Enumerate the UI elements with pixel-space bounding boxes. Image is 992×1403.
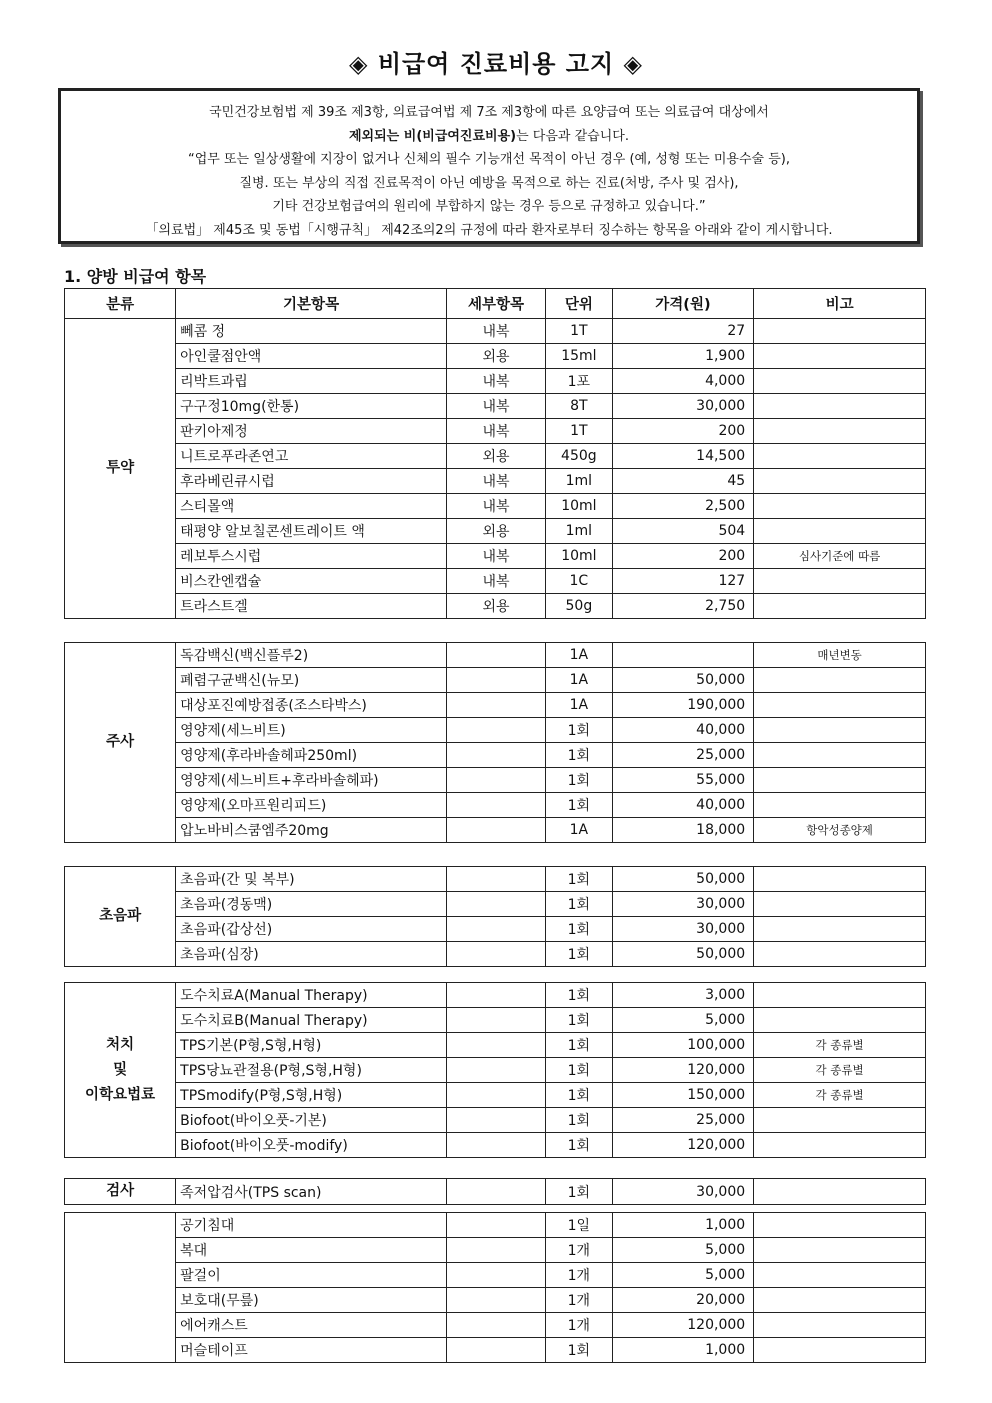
page-title: ◈ 비급여 진료비용 고지 ◈ (349, 50, 643, 78)
unit-cell: 450g (546, 444, 613, 469)
detail-cell (446, 743, 545, 768)
unit-cell: 1회 (546, 867, 613, 892)
price-cell: 200 (612, 419, 753, 444)
detail-cell: 내복 (446, 319, 545, 344)
price-cell: 30,000 (612, 394, 753, 419)
item-name-cell: 보호대(무릎) (176, 1288, 447, 1313)
item-name-cell: 압노바비스쿰엠주20mg (176, 818, 447, 843)
table-header-row (65, 289, 926, 319)
table-row (65, 818, 926, 843)
table-row (65, 942, 926, 967)
detail-cell: 외용 (446, 594, 545, 619)
unit-cell: 1회 (546, 718, 613, 743)
price-cell: 120,000 (612, 1058, 753, 1083)
remark-cell (754, 892, 926, 917)
detail-cell (446, 1108, 545, 1133)
remark-cell (754, 1179, 926, 1205)
item-name-cell: 머슬테이프 (176, 1338, 447, 1363)
table-row (65, 1213, 926, 1238)
item-name-cell: 독감백신(백신플루2) (176, 643, 447, 668)
price-cell: 45 (612, 469, 753, 494)
remark-cell (754, 1133, 926, 1158)
item-name-cell: 도수치료A(Manual Therapy) (176, 983, 447, 1008)
table-row (65, 718, 926, 743)
item-name-cell: 비스칸엔캡슐 (176, 569, 447, 594)
item-name-cell: Biofoot(바이오풋-기본) (176, 1108, 447, 1133)
detail-cell (446, 1083, 545, 1108)
detail-cell: 내복 (446, 394, 545, 419)
detail-cell (446, 1213, 545, 1238)
price-cell: 4,000 (612, 369, 753, 394)
price-cell: 3,000 (612, 983, 753, 1008)
table-row (65, 1058, 926, 1083)
price-cell: 504 (612, 519, 753, 544)
unit-cell: 1회 (546, 1108, 613, 1133)
table-row (65, 1288, 926, 1313)
price-cell: 120,000 (612, 1313, 753, 1338)
item-name-cell: TPS당뇨관절용(P형,S형,H형) (176, 1058, 447, 1083)
unit-cell: 15ml (546, 344, 613, 369)
price-cell: 50,000 (612, 867, 753, 892)
table-row (65, 1179, 926, 1205)
detail-cell (446, 983, 545, 1008)
category-cell (65, 1213, 176, 1363)
remark-cell: 각 종류별 (754, 1033, 926, 1058)
price-cell: 5,000 (612, 1008, 753, 1033)
remark-cell (754, 1288, 926, 1313)
detail-cell (446, 768, 545, 793)
table-row (65, 892, 926, 917)
price-cell: 40,000 (612, 793, 753, 818)
unit-cell: 1개 (546, 1263, 613, 1288)
category-cell: 처치 및 이학요법료 (65, 983, 176, 1158)
remark-cell (754, 668, 926, 693)
remark-cell (754, 693, 926, 718)
notice-line-2 (61, 125, 917, 149)
remark-cell (754, 1238, 926, 1263)
item-name-cell: 트라스트겔 (176, 594, 447, 619)
item-name-cell: TPS기본(P형,S형,H형) (176, 1033, 447, 1058)
remark-cell (754, 793, 926, 818)
detail-cell (446, 917, 545, 942)
column-header: 기본항목 (176, 289, 447, 319)
detail-cell (446, 1238, 545, 1263)
detail-cell (446, 643, 545, 668)
price-cell: 40,000 (612, 718, 753, 743)
item-name-cell: 후라베린큐시럽 (176, 469, 447, 494)
remark-cell (754, 419, 926, 444)
unit-cell: 1A (546, 643, 613, 668)
price-cell: 127 (612, 569, 753, 594)
table-row (65, 419, 926, 444)
unit-cell: 1T (546, 419, 613, 444)
detail-cell (446, 693, 545, 718)
unit-cell: 1포 (546, 369, 613, 394)
table-row (65, 1008, 926, 1033)
fee-table-group (64, 982, 926, 1158)
remark-cell (754, 983, 926, 1008)
price-cell: 120,000 (612, 1133, 753, 1158)
table-row (65, 369, 926, 394)
table-row (65, 469, 926, 494)
table-row (65, 1338, 926, 1363)
item-name-cell: 영양제(오마프원리피드) (176, 793, 447, 818)
column-header: 비고 (754, 289, 926, 319)
table-row (65, 867, 926, 892)
table-row (65, 594, 926, 619)
detail-cell: 내복 (446, 469, 545, 494)
item-name-cell: 복대 (176, 1238, 447, 1263)
item-name-cell: 족저압검사(TPS scan) (176, 1179, 447, 1205)
column-header: 분류 (65, 289, 176, 319)
unit-cell: 1회 (546, 983, 613, 1008)
table-row (65, 668, 926, 693)
unit-cell: 1회 (546, 1338, 613, 1363)
column-header: 단위 (546, 289, 613, 319)
detail-cell: 외용 (446, 344, 545, 369)
fee-table-group (64, 1178, 926, 1205)
unit-cell: 1C (546, 569, 613, 594)
detail-cell (446, 1263, 545, 1288)
detail-cell: 내복 (446, 369, 545, 394)
unit-cell: 1회 (546, 1083, 613, 1108)
detail-cell (446, 718, 545, 743)
remark-cell: 항악성종양제 (754, 818, 926, 843)
unit-cell: 1개 (546, 1238, 613, 1263)
table-row (65, 1238, 926, 1263)
detail-cell (446, 892, 545, 917)
unit-cell: 1ml (546, 469, 613, 494)
table-row (65, 1108, 926, 1133)
category-cell: 초음파 (65, 867, 176, 967)
notice-box (58, 88, 920, 244)
table-row (65, 743, 926, 768)
remark-cell (754, 344, 926, 369)
detail-cell (446, 1338, 545, 1363)
price-cell: 1,000 (612, 1338, 753, 1363)
unit-cell: 1회 (546, 1008, 613, 1033)
price-cell: 2,750 (612, 594, 753, 619)
remark-cell: 매년변동 (754, 643, 926, 668)
detail-cell (446, 1179, 545, 1205)
table-row (65, 1313, 926, 1338)
remark-cell (754, 1313, 926, 1338)
table-row (65, 768, 926, 793)
remark-cell (754, 1108, 926, 1133)
detail-cell (446, 1058, 545, 1083)
item-name-cell: 스티몰액 (176, 494, 447, 519)
remark-cell (754, 394, 926, 419)
price-cell: 25,000 (612, 743, 753, 768)
unit-cell: 50g (546, 594, 613, 619)
unit-cell: 8T (546, 394, 613, 419)
remark-cell (754, 1213, 926, 1238)
detail-cell: 외용 (446, 444, 545, 469)
price-cell: 27 (612, 319, 753, 344)
table-row (65, 1133, 926, 1158)
remark-cell (754, 1263, 926, 1288)
item-name-cell: 대상포진예방접종(조스타박스) (176, 693, 447, 718)
item-name-cell: 아인쿨점안액 (176, 344, 447, 369)
remark-cell (754, 319, 926, 344)
item-name-cell: 도수치료B(Manual Therapy) (176, 1008, 447, 1033)
unit-cell: 1개 (546, 1288, 613, 1313)
column-header: 세부항목 (446, 289, 545, 319)
unit-cell: 1A (546, 818, 613, 843)
remark-cell (754, 917, 926, 942)
price-cell: 30,000 (612, 892, 753, 917)
fee-table-group (64, 288, 926, 619)
detail-cell: 내복 (446, 494, 545, 519)
item-name-cell: 초음파(간 및 복부) (176, 867, 447, 892)
price-cell: 50,000 (612, 942, 753, 967)
unit-cell: 1회 (546, 793, 613, 818)
item-name-cell: 에어캐스트 (176, 1313, 447, 1338)
detail-cell (446, 818, 545, 843)
item-name-cell: TPSmodify(P형,S형,H형) (176, 1083, 447, 1108)
price-cell: 5,000 (612, 1263, 753, 1288)
item-name-cell: 공기침대 (176, 1213, 447, 1238)
notice-line-3: “업무 또는 일상생활에 지장이 없거나 신체의 필수 기능개선 목적이 아닌 경우 (예, 성형 또는 미용수술 등), (187, 152, 790, 167)
remark-cell (754, 569, 926, 594)
notice-line-5: 기타 건강보험급여의 원리에 부합하지 않는 경우 등으로 규정하고 있습니다.” (272, 199, 706, 214)
detail-cell (446, 1313, 545, 1338)
unit-cell: 1회 (546, 1058, 613, 1083)
price-cell: 2,500 (612, 494, 753, 519)
price-cell: 20,000 (612, 1288, 753, 1313)
price-cell (612, 643, 753, 668)
remark-cell (754, 369, 926, 394)
item-name-cell: 레보투스시럽 (176, 544, 447, 569)
detail-cell (446, 942, 545, 967)
detail-cell (446, 1133, 545, 1158)
remark-cell: 심사기준에 따름 (754, 544, 926, 569)
remark-cell (754, 942, 926, 967)
detail-cell (446, 1033, 545, 1058)
price-cell: 14,500 (612, 444, 753, 469)
category-cell: 투약 (65, 319, 176, 619)
price-cell: 100,000 (612, 1033, 753, 1058)
price-cell: 25,000 (612, 1108, 753, 1133)
remark-cell (754, 594, 926, 619)
item-name-cell: 영양제(세느비트+후라바솔헤파) (176, 768, 447, 793)
price-cell: 50,000 (612, 668, 753, 693)
item-name-cell: Biofoot(바이오풋-modify) (176, 1133, 447, 1158)
detail-cell (446, 668, 545, 693)
remark-cell (754, 519, 926, 544)
remark-cell (754, 867, 926, 892)
price-cell: 55,000 (612, 768, 753, 793)
item-name-cell: 폐렴구균백신(뉴모) (176, 668, 447, 693)
item-name-cell: 판키아제정 (176, 419, 447, 444)
unit-cell: 1A (546, 693, 613, 718)
remark-cell (754, 743, 926, 768)
unit-cell: 10ml (546, 544, 613, 569)
table-row (65, 544, 926, 569)
price-cell: 30,000 (612, 917, 753, 942)
table-row (65, 519, 926, 544)
detail-cell: 내복 (446, 544, 545, 569)
table-row (65, 693, 926, 718)
remark-cell (754, 718, 926, 743)
table-row (65, 494, 926, 519)
notice-line-4: 질병. 또는 부상의 직접 진료목적이 아닌 예방을 목적으로 하는 진료(처방, 주사 및 검사), (239, 175, 739, 191)
detail-cell (446, 1008, 545, 1033)
detail-cell (446, 867, 545, 892)
unit-cell: 1회 (546, 1033, 613, 1058)
unit-cell: 1회 (546, 768, 613, 793)
category-cell: 검사 (65, 1179, 176, 1205)
item-name-cell: 태평양 알보칠콘센트레이트 액 (176, 519, 447, 544)
unit-cell: 1ml (546, 519, 613, 544)
item-name-cell: 니트로푸라존연고 (176, 444, 447, 469)
price-cell: 1,000 (612, 1213, 753, 1238)
unit-cell: 1회 (546, 1179, 613, 1205)
detail-cell: 내복 (446, 569, 545, 594)
detail-cell: 내복 (446, 419, 545, 444)
detail-cell (446, 1288, 545, 1313)
remark-cell (754, 1008, 926, 1033)
price-cell: 190,000 (612, 693, 753, 718)
notice-line-2-rest: 는 다음과 같습니다. (516, 128, 629, 144)
item-name-cell: 뻬콤 정 (176, 319, 447, 344)
unit-cell: 1회 (546, 892, 613, 917)
price-cell: 1,900 (612, 344, 753, 369)
notice-line-1: 국민건강보험법 제 39조 제3항, 의료급여법 제 7조 제3항에 따른 요양급여 또는 의료급여 대상에서 (209, 105, 769, 120)
price-cell: 5,000 (612, 1238, 753, 1263)
item-name-cell: 초음파(심장) (176, 942, 447, 967)
table-row (65, 394, 926, 419)
remark-cell (754, 444, 926, 469)
column-header: 가격(원) (612, 289, 753, 319)
unit-cell: 1개 (546, 1313, 613, 1338)
table-row (65, 444, 926, 469)
price-cell: 150,000 (612, 1083, 753, 1108)
table-row (65, 983, 926, 1008)
detail-cell: 외용 (446, 519, 545, 544)
unit-cell: 1회 (546, 743, 613, 768)
remark-cell (754, 494, 926, 519)
fee-table-group (64, 1212, 926, 1363)
table-row (65, 344, 926, 369)
item-name-cell: 초음파(경동맥) (176, 892, 447, 917)
remark-cell: 각 종류별 (754, 1083, 926, 1108)
section-title: 1. 양방 비급여 항목 (64, 267, 207, 286)
notice-line-6: 「의료법」 제45조 및 동법「시행규칙」 제42조의2의 규정에 따라 환자로부터 징수하는 항목을 아래와 같이 게시합니다. (145, 222, 833, 238)
table-row (65, 917, 926, 942)
item-name-cell: 구구정10mg(한통) (176, 394, 447, 419)
price-cell: 30,000 (612, 1179, 753, 1205)
table-row (65, 1033, 926, 1058)
table-row (65, 793, 926, 818)
category-cell: 주사 (65, 643, 176, 843)
item-name-cell: 팔걸이 (176, 1263, 447, 1288)
price-cell: 200 (612, 544, 753, 569)
table-row (65, 643, 926, 668)
unit-cell: 1일 (546, 1213, 613, 1238)
item-name-cell: 초음파(갑상선) (176, 917, 447, 942)
item-name-cell: 영양제(후라바솔헤파250ml) (176, 743, 447, 768)
table-row (65, 1263, 926, 1288)
table-row (65, 1083, 926, 1108)
detail-cell (446, 793, 545, 818)
price-cell: 18,000 (612, 818, 753, 843)
unit-cell: 10ml (546, 494, 613, 519)
table-row (65, 319, 926, 344)
remark-cell (754, 1338, 926, 1363)
fee-table-group (64, 642, 926, 843)
notice-bold-text: 제외되는 비(비급여진료비용) (349, 128, 517, 144)
remark-cell (754, 768, 926, 793)
unit-cell: 1회 (546, 942, 613, 967)
fee-table-group (64, 866, 926, 967)
unit-cell: 1회 (546, 1133, 613, 1158)
table-row (65, 569, 926, 594)
unit-cell: 1회 (546, 917, 613, 942)
unit-cell: 1A (546, 668, 613, 693)
item-name-cell: 리박트과립 (176, 369, 447, 394)
remark-cell: 각 종류별 (754, 1058, 926, 1083)
item-name-cell: 영양제(세느비트) (176, 718, 447, 743)
unit-cell: 1T (546, 319, 613, 344)
remark-cell (754, 469, 926, 494)
